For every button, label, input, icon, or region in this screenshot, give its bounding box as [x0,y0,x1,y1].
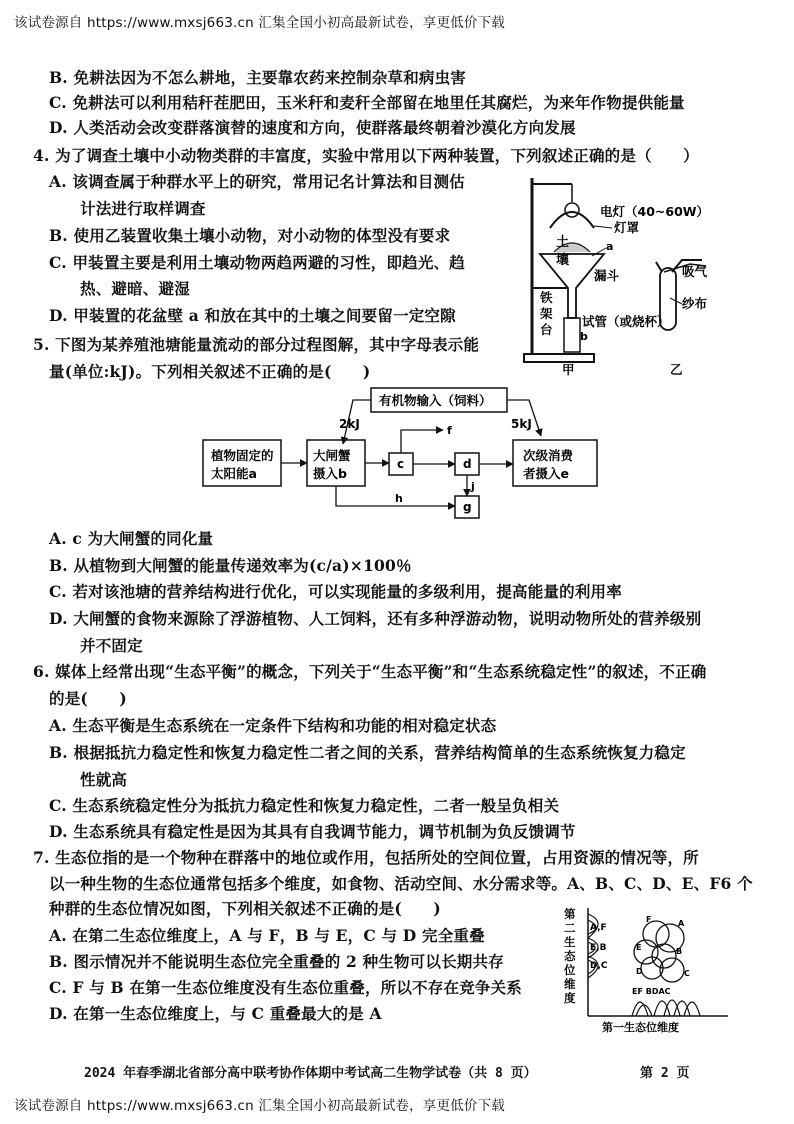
footer-title: 2024 年春季湖北省部分高中联考协作体期中考试高二生物学试卷（共 8 页） [84,1066,537,1081]
y-label-5: 维 [564,977,576,991]
watermark-top: 该试卷源自 https://www.mxsj663.cn 汇集全国小初高最新试卷，享更低价下载 [14,15,506,31]
label-crab-1: 大闸蟹 [313,448,351,463]
circle-label-f: F [646,915,652,924]
circle-label-b: B [676,947,683,956]
q6-option-a: A. 生态平衡是生态系统在一定条件下结构和功能的相对稳定状态 [49,716,497,735]
label-tube: 试管（或烧杯） [582,314,670,329]
label-gauze: 纱布 [682,296,708,311]
circle-label-d: D [636,967,643,976]
circle-b [652,944,676,968]
label-sec-1: 次级消费 [523,448,574,463]
q6-stem-line2: 的是( ) [49,689,127,708]
q3-option-d: D. 人类活动会改变群落演替的速度和方向，使群落最终朝着沙漠化方向发展 [49,118,576,137]
label-bottom: EF BDAC [632,987,671,996]
q6-option-b-line1: B. 根据抵抗力稳定性和恢复力稳定性二者之间的关系，营养结构简单的生态系统恢复力稳定 [49,743,686,762]
circle-label-e: E [636,943,642,952]
q5-energy-flow-diagram [195,382,605,527]
label-j: j [471,480,475,493]
q6-stem-line1: 6. 媒体上经常出现“生态平衡”的概念，下列关于“生态平衡”和“生态系统稳定性”的叙述，不正确 [33,662,707,681]
label-yi: 乙 [670,362,683,377]
y-label-6: 度 [564,991,576,1005]
x-axis-label: 第一生态位维度 [602,1021,679,1034]
label-eb: E,B [590,943,607,953]
label-lamp: 电灯（40~60W） [600,204,710,219]
circle-c [660,958,684,982]
q6-option-d: D. 生态系统具有稳定性是因为其具有自我调节能力，调节机制为负反馈调节 [49,822,576,841]
label-stand-3: 台 [540,322,553,337]
label-soil-1: 土 [556,235,570,250]
label-soil-2: 壤 [556,253,570,268]
q7-option-c: C. F 与 B 在第一生态位维度没有生态位重叠，所以不存在竞争关系 [49,978,522,997]
label-a: a [606,240,614,253]
label-stand-1: 铁 [540,290,553,305]
q4-option-b: B. 使用乙装置收集土壤小动物，对小动物的体型没有要求 [49,226,451,245]
stand-base [524,354,594,362]
y-axis-label [563,907,576,1005]
label-organic: 有机物输入（饲料） [379,393,492,408]
watermark-bottom: 该试卷源自 https://www.mxsj663.cn 汇集全国小初高最新试卷，享更低价下载 [14,1098,506,1114]
label-funnel: 漏斗 [594,268,620,283]
label-jia: 甲 [562,362,575,377]
y-label-0: 第 [564,907,576,921]
q4-option-a-line1: A. 该调查属于种群水平上的研究，常用记名计算法和目测估 [49,172,465,191]
q7-stem-line1: 7. 生态位指的是一个物种在群落中的地位或作用，包括所处的空间位置，占用资源的情况等，所 [33,848,699,867]
label-b: b [580,330,588,343]
q7-stem-line2: 以一种生物的生态位通常包括多个维度，如食物、活动空间、水分需求等。A、B、C、D、E、F6 个 [49,874,753,893]
y-label-3: 态 [564,949,576,963]
lamp-shade [550,212,594,228]
q7-niche-figure [560,900,730,1035]
label-stand-2: 架 [540,306,553,321]
q4-option-a-line2: 计法进行取样调查 [80,199,206,218]
q5-option-d-line2: 并不固定 [80,636,143,655]
q3-option-b: B. 免耕法因为不怎么耕地，主要靠农药来控制杂草和病虫害 [49,68,466,87]
test-tube [564,318,580,352]
q6-option-b-line2: 性就高 [80,770,128,789]
label-sec-2: 者摄入e [523,466,569,481]
q5-option-d-line1: D. 大闸蟹的食物来源除了浮游植物、人工饲料，还有多种浮游动物，说明动物所处的营养级别 [49,609,702,628]
q5-option-c: C. 若对该池塘的营养结构进行优化，可以实现能量的多级利用，提高能量的利用率 [49,582,622,601]
label-shade: 灯罩 [614,220,640,235]
footer-page: 第 2 页 [640,1066,690,1081]
label-af: A,F [590,923,607,933]
label-plant-1: 植物固定的 [211,448,274,463]
label-g: g [463,500,472,514]
q5-stem-line2: 量(单位:kJ)。下列相关叙述不正确的是( ) [49,362,371,381]
label-d: d [463,457,472,471]
label-h: h [395,492,403,505]
q4-option-c-line1: C. 甲装置主要是利用土壤动物两趋两避的习性，即趋光、趋 [49,253,465,272]
y-label-2: 生 [564,935,576,949]
q6-option-c: C. 生态系统稳定性分为抵抗力稳定性和恢复力稳定性，二者一般呈负相关 [49,796,560,815]
y-label-4: 位 [564,963,576,977]
label-crab-2: 摄入b [313,466,347,481]
label-plant-2: 太阳能a [211,466,257,481]
circle-label-c: C [684,969,690,978]
label-f: f [447,424,452,437]
q3-option-c: C. 免耕法可以利用秸秆茬肥田，玉米秆和麦秆全部留在地里任其腐烂，为来年作物提供能量 [49,93,685,112]
lamp-bulb [565,203,579,217]
q7-stem-line3: 种群的生态位情况如图，下列相关叙述不正确的是( ) [49,899,441,918]
q4-option-c-line2: 热、避暗、避湿 [80,279,190,298]
q5-option-a: A. c 为大闸蟹的同化量 [49,529,214,548]
label-inhale: 吸气 [682,264,708,279]
q4-option-d: D. 甲装置的花盆壁 a 和放在其中的土壤之间要留一定空隙 [49,306,456,325]
q4-stem: 4. 为了调查土壤中小动物类群的丰富度，实验中常用以下两种装置，下列叙述正确的是（ ） [33,146,699,165]
y-label-1: 二 [564,921,576,935]
label-dc: D,C [590,961,608,971]
circle-label-a: A [678,919,685,928]
q7-option-a: A. 在第二生态位维度上，A 与 F，B 与 E，C 与 D 完全重叠 [49,926,485,945]
q7-option-b: B. 图示情况并不能说明生态位完全重叠的 2 种生物可以长期共存 [49,952,504,971]
q4-apparatus-figure [510,168,740,378]
q5-stem-line1: 5. 下图为某养殖池塘能量流动的部分过程图解，其中字母表示能 [33,335,480,354]
label-5kj: 5kJ [511,417,532,431]
label-c: c [397,457,405,471]
q7-option-d: D. 在第一生态位维度上，与 C 重叠最大的是 A [49,1004,382,1023]
q5-option-b: B. 从植物到大闸蟹的能量传递效率为(c/a)×100％ [49,556,412,575]
label-2kj: 2kJ [339,417,360,431]
